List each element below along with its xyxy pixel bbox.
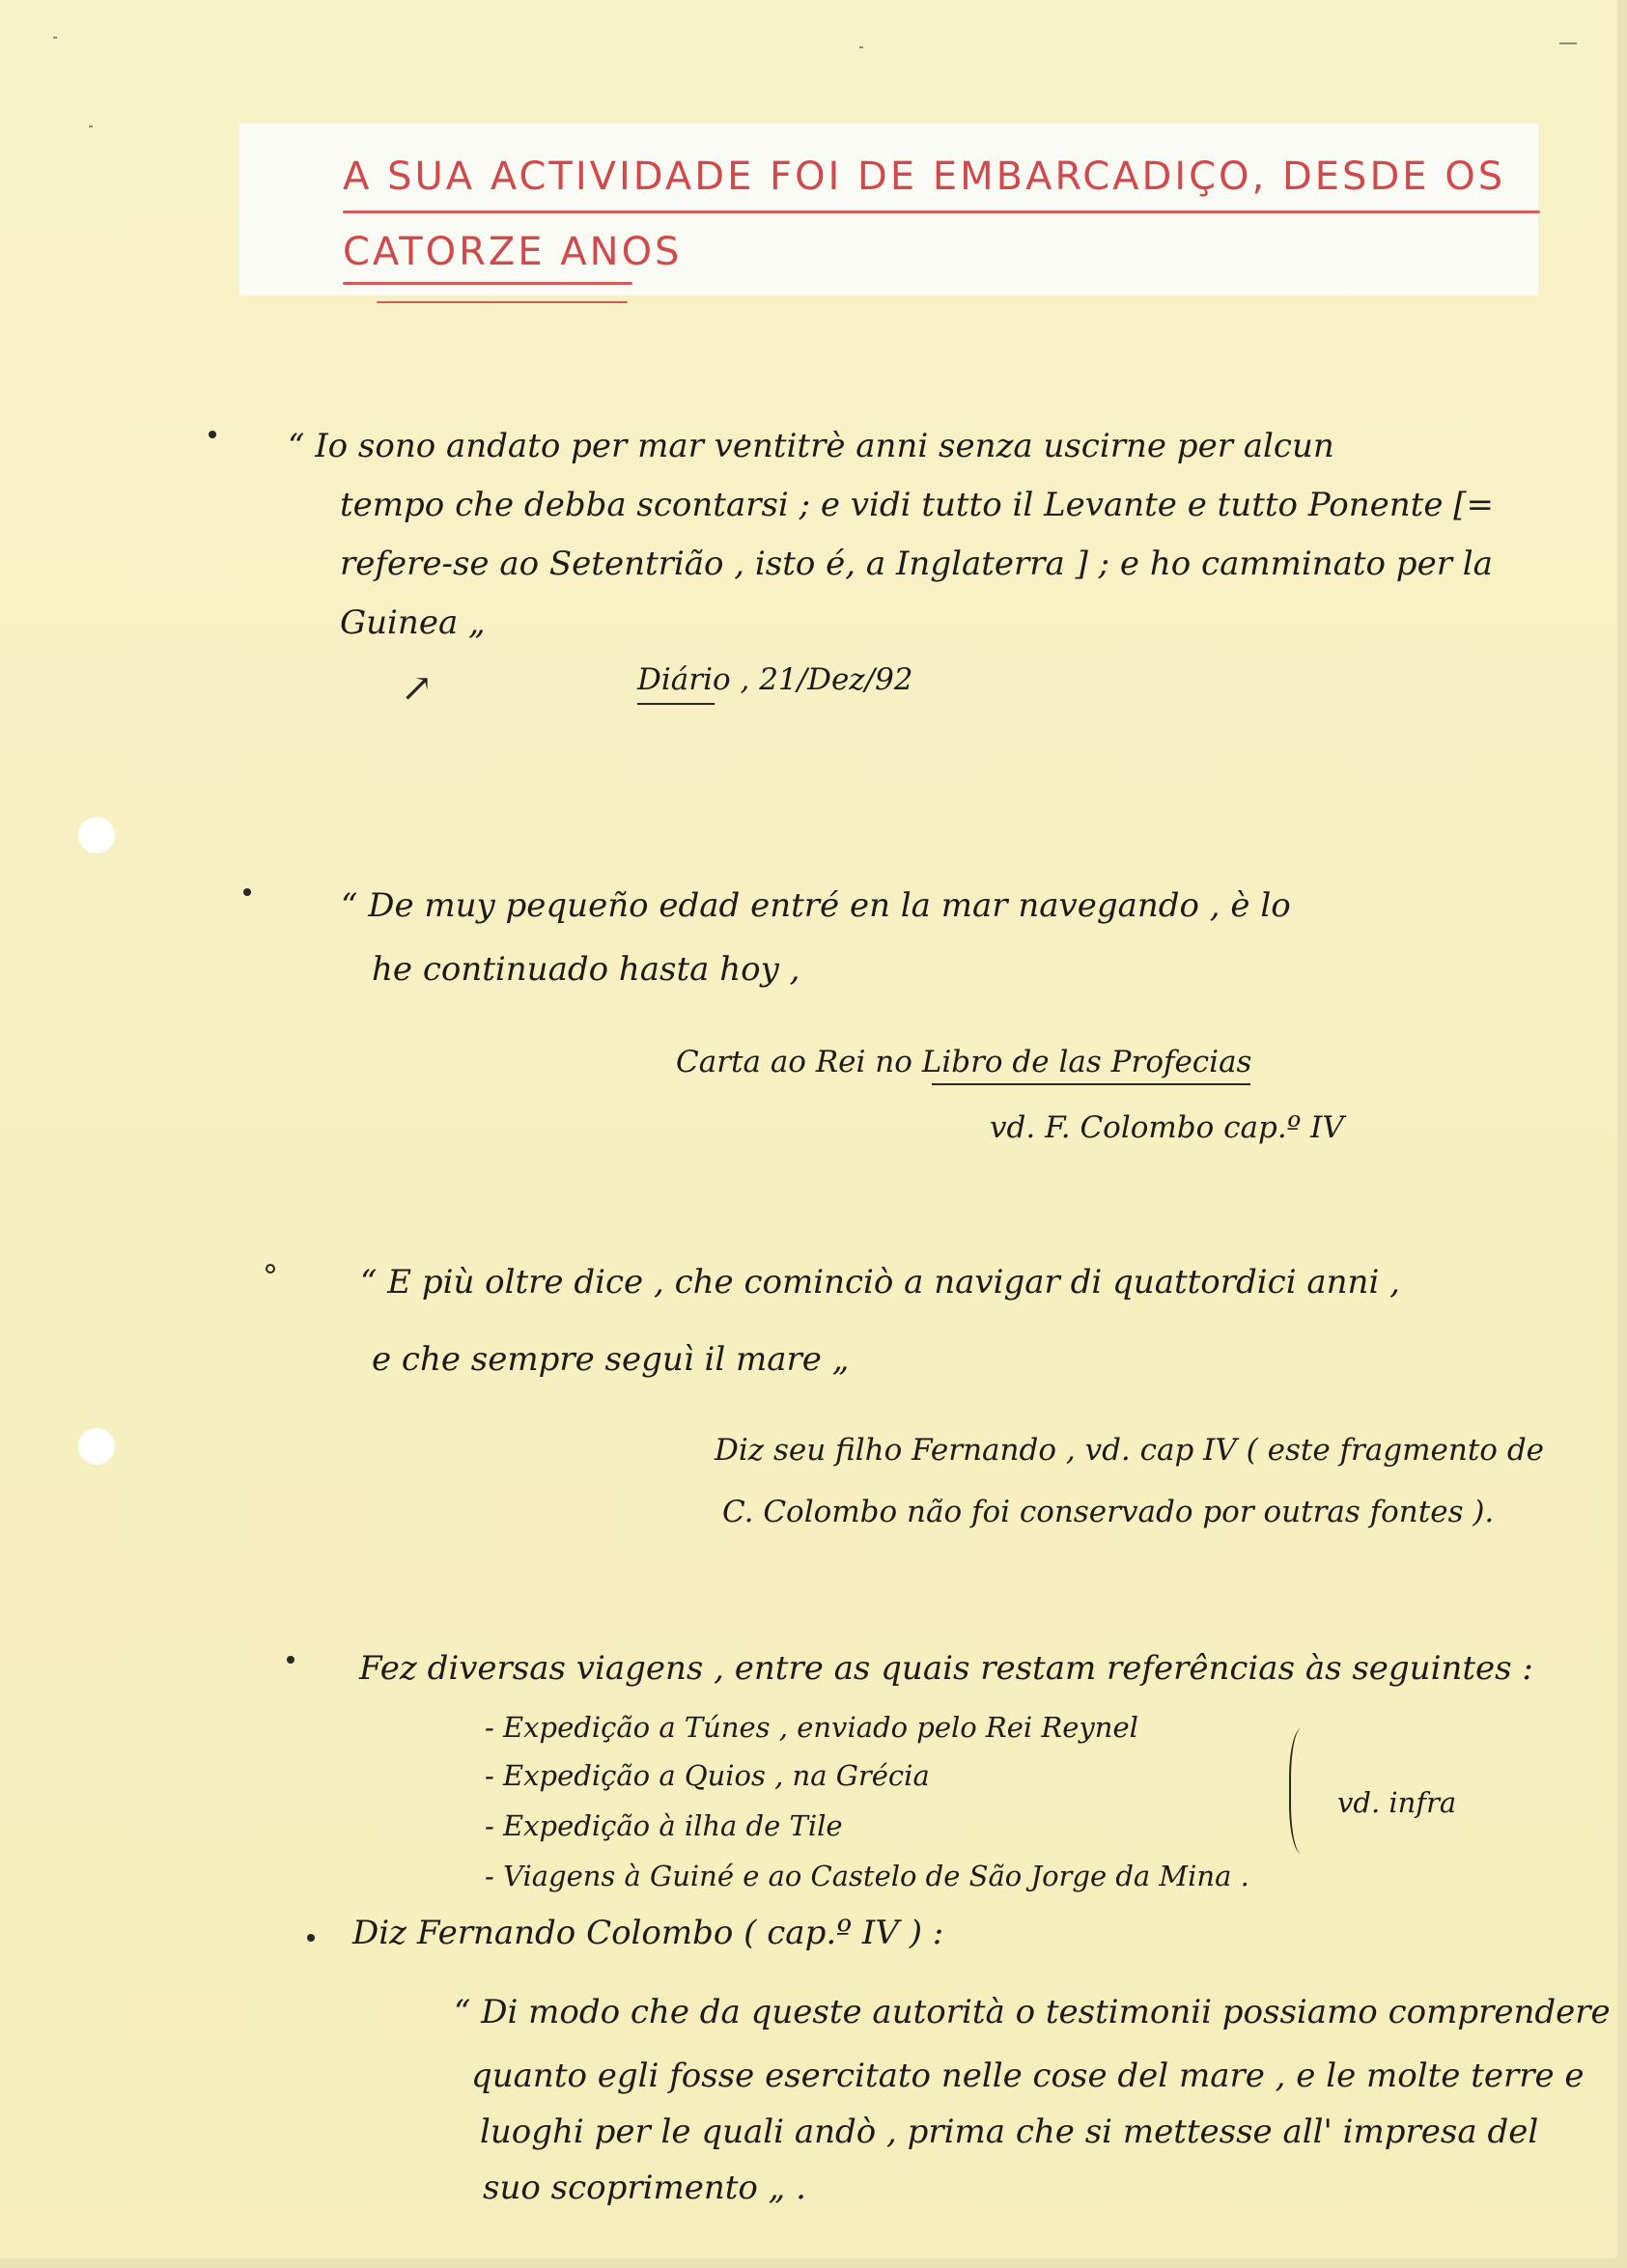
quote1-source: Diário , 21/Dez/92 <box>637 662 913 697</box>
voyage-item: - Expedição a Túnes , enviado pelo Rei Reynel <box>485 1711 1138 1744</box>
brace-mark <box>1289 1728 1320 1854</box>
quote3-line: e che sempre seguì il mare „ <box>372 1340 850 1379</box>
bullet <box>266 1264 275 1274</box>
voyages-intro: Fez diversas viagens , entre as quais restam referências às seguintes : <box>359 1649 1533 1688</box>
quote3-line: “ E più oltre dice , che cominciò a navigar di quattordici anni , <box>360 1263 1400 1302</box>
source-underline <box>932 1083 1250 1085</box>
quote1-line: “ Io sono andato per mar ventitrè anni senza uscirne per alcun <box>288 427 1334 465</box>
quote3-source: C. Colombo não foi conservado por outras fontes ). <box>722 1495 1495 1529</box>
title-line-1: A SUA ACTIVIDADE FOI DE EMBARCADIÇO, DESDE OS <box>343 154 1506 199</box>
quote3-source: Diz seu filho Fernando , vd. cap IV ( este fragmento de <box>715 1433 1545 1468</box>
page-edge-bottom <box>0 2258 1627 2268</box>
punch-hole-bottom <box>78 1428 115 1465</box>
paper-speck <box>859 46 863 48</box>
bullet <box>307 1934 315 1942</box>
bullet <box>287 1656 295 1664</box>
source-underline <box>637 703 715 705</box>
voyage-item: - Viagens à Guiné e ao Castelo de São Jorge da Mina . <box>485 1860 1249 1892</box>
paper-speck <box>53 37 57 39</box>
bullet <box>209 431 216 438</box>
punch-hole-top <box>78 817 115 854</box>
paper-speck <box>1559 42 1577 44</box>
quote1-line: tempo che debba scontarsi ; e vidi tutto il Levante e tutto Ponente [= <box>340 486 1495 524</box>
fernando-line: suo scoprimento „ . <box>483 2169 806 2207</box>
voyage-item: - Expedição à ilha de Tile <box>485 1809 843 1842</box>
title-underline <box>377 301 628 303</box>
quote1-line: Guinea „ <box>340 603 486 642</box>
fernando-intro: Diz Fernando Colombo ( cap.º IV ) : <box>352 1914 944 1952</box>
bullet <box>243 888 251 896</box>
title-line-2: CATORZE ANOS <box>343 230 683 274</box>
fernando-line: “ Di modo che da queste autorità o testimonii possiamo comprendere <box>454 1993 1611 2031</box>
fernando-line: luoghi per le quali andò , prima che si mettesse all' impresa del <box>480 2113 1539 2151</box>
title-underline <box>343 282 632 285</box>
title-underline <box>343 210 1540 213</box>
paper-speck <box>89 126 93 127</box>
voyages-ref: vd. infra <box>1337 1786 1457 1819</box>
fernando-line: quanto egli fosse esercitato nelle cose del mare , e le molte terre e <box>471 2057 1585 2095</box>
arrow-mark: ↗ <box>401 666 434 711</box>
voyage-item: - Expedição a Quios , na Grécia <box>485 1759 930 1792</box>
quote2-ref: vd. F. Colombo cap.º IV <box>990 1110 1344 1145</box>
page-edge-right <box>1617 0 1627 2268</box>
quote2-line: “ De muy pequeño edad entré en la mar navegando , è lo <box>341 886 1291 925</box>
quote2-line: he continuado hasta hoy , <box>372 950 800 989</box>
quote2-source: Carta ao Rei no Libro de las Profecias <box>676 1045 1252 1079</box>
quote1-line: refere-se ao Setentrião , isto é, a Inglaterra ] ; e ho camminato per la <box>340 545 1493 583</box>
